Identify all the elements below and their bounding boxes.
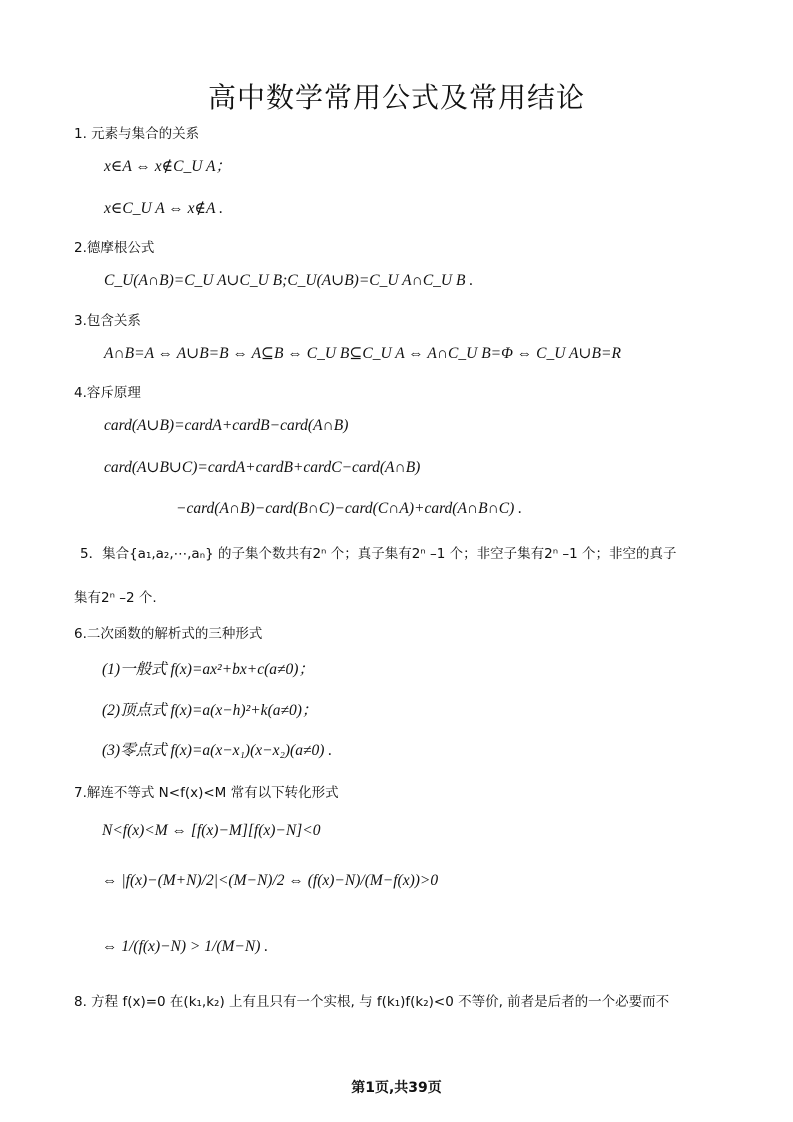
section-3-formula-1: A∩B=A ⇔ A∪B=B ⇔ A⊆B ⇔ C_U B⊆C_U A ⇔ A∩C_U B=Φ ⇔ C_U A∪B=R xyxy=(104,345,621,362)
section-3-heading: 3.包含关系 xyxy=(74,313,141,329)
section-6-formula-2: (2)顶点式 f(x)=a(x−h)²+k(a≠0)； xyxy=(102,702,318,719)
page-title: 高中数学常用公式及常用结论 xyxy=(207,81,585,114)
section-1-formula-2: x∈C_U A ⇔ x∉A . xyxy=(104,200,223,217)
section-6-heading: 6.二次函数的解析式的三种形式 xyxy=(74,626,263,642)
section-4-formula-1: card(A∪B)=cardA+cardB−card(A∩B) xyxy=(104,417,349,434)
section-7-formula-3: ⇔ 1/(f(x)−N) > 1/(M−N) . xyxy=(102,938,269,955)
section-7-formula-2: ⇔ |f(x)−(M+N)/2|<(M−N)/2 ⇔ (f(x)−N)/(M−f(x))>0 xyxy=(102,872,439,889)
section-6-formula-3: (3)零点式 f(x)=a(x−x₁)(x−x₂)(a≠0) . xyxy=(102,742,333,759)
section-1-heading: 1. 元素与集合的关系 xyxy=(74,126,200,142)
page-footer: 第1页,共39页 xyxy=(351,1080,442,1096)
section-1-formula-1: x∈A ⇔ x∉C_U A； xyxy=(104,158,231,175)
section-5-text-1: 5．集合{a₁,a₂,⋯,aₙ} 的子集个数共有2ⁿ 个；真子集有2ⁿ –1 个；非空子集有2ⁿ –1 个；非空的真子 xyxy=(80,546,677,562)
section-2-formula-1: C_U(A∩B)=C_U A∪C_U B;C_U(A∪B)=C_U A∩C_U B . xyxy=(104,272,474,289)
section-4-formula-3: −card(A∩B)−card(B∩C)−card(C∩A)+card(A∩B∩C) . xyxy=(176,500,523,517)
section-4-heading: 4.容斥原理 xyxy=(74,385,141,401)
section-7-formula-1: N<f(x)<M ⇔ [f(x)−M][f(x)−N]<0 xyxy=(102,822,321,839)
section-4-formula-2: card(A∪B∪C)=cardA+cardB+cardC−card(A∩B) xyxy=(104,459,421,476)
section-5-text-2: 集有2ⁿ –2 个. xyxy=(74,590,157,606)
section-7-heading: 7.解连不等式 N<f(x)<M 常有以下转化形式 xyxy=(74,785,339,801)
section-2-heading: 2.德摩根公式 xyxy=(74,240,155,256)
section-8-text: 8. 方程 f(x)=0 在(k₁,k₂) 上有且只有一个实根, 与 f(k₁)f(k₂)<0 不等价, 前者是后者的一个必要而不 xyxy=(74,994,670,1010)
section-6-formula-1: (1)一般式 f(x)=ax²+bx+c(a≠0)； xyxy=(102,661,314,678)
